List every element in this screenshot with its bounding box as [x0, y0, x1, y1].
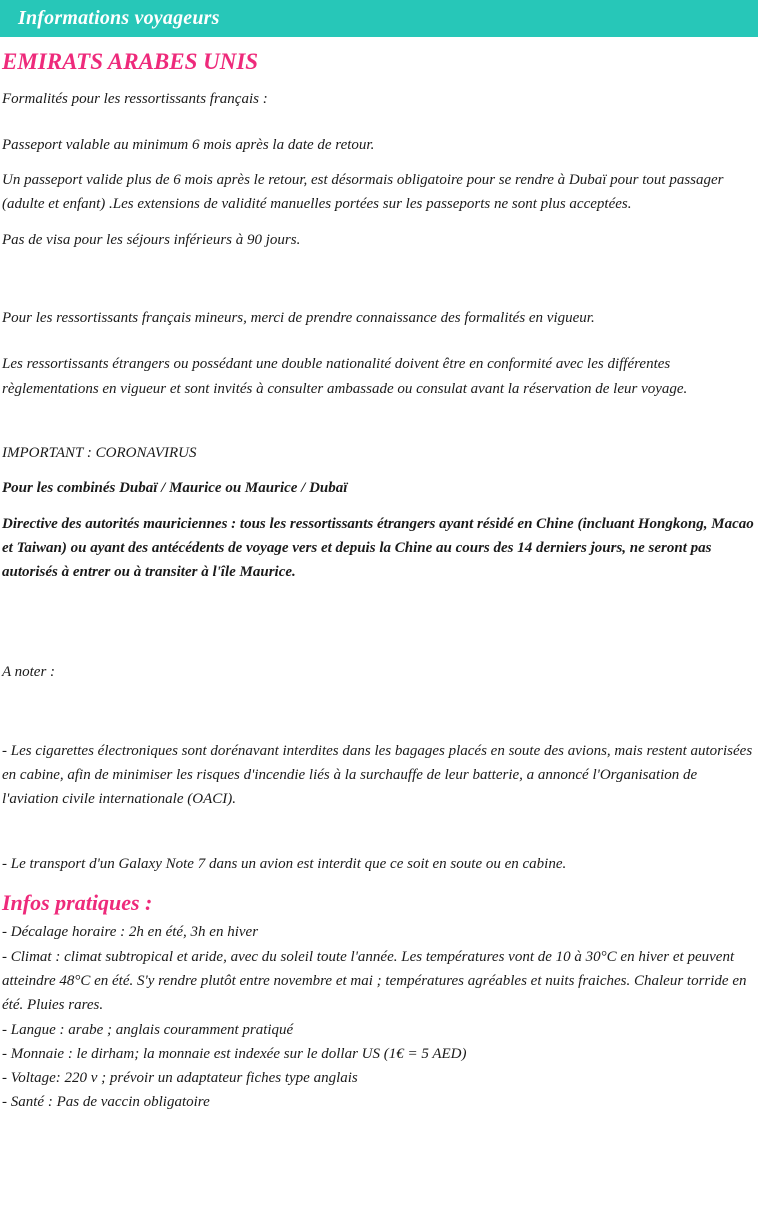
- country-title: EMIRATS ARABES UNIS: [2, 49, 259, 74]
- page-title: Informations voyageurs: [18, 7, 220, 29]
- combined-trips-note: Pour les combinés Dubaï / Maurice ou Maurice / Dubaï: [2, 480, 348, 497]
- visa-requirement: Pas de visa pour les séjours inférieurs à 90 jours.: [2, 231, 301, 248]
- important-heading: IMPORTANT : CORONAVIRUS: [2, 444, 197, 461]
- practical-item-voltage: - Voltage: 220 v ; prévoir un adaptateur fiches type anglais: [2, 1070, 358, 1087]
- practical-info-list: [2, 920, 756, 1114]
- passport-requirement: Passeport valable au minimum 6 mois après la date de retour.: [2, 136, 375, 153]
- practical-item-climate: - Climat : climat subtropical et aride, avec du soleil toute l'année. Les températures vont de 10 à 30°C en hiver et peuvent atteindre 48°C en été. S'y rendre plutôt entre novembre et mai ; températures agréables et nuits fraiches. Chaleur torride en été. Pluies rares.: [2, 948, 747, 1014]
- practical-item-timezone: - Décalage horaire : 2h en été, 3h en hiver: [2, 924, 259, 941]
- notes-heading: A noter :: [2, 664, 56, 681]
- page-header: [0, 0, 758, 37]
- practical-item-language: - Langue : arabe ; anglais couramment pratiqué: [2, 1021, 294, 1038]
- note-galaxy-note-7: - Le transport d'un Galaxy Note 7 dans un avion est interdit que ce soit en soute ou en cabine.: [2, 855, 567, 872]
- note-ecigarettes: - Les cigarettes électroniques sont dorénavant interdites dans les bagages placés en soute des avions, mais restent autorisées en cabine, afin de minimiser les risques d'incendie liés à la surchauffe de leur batterie, a annoncé l'Organisation de l'aviation civile internationale (OACI).: [2, 742, 753, 808]
- practical-item-currency: - Monnaie : le dirham; la monnaie est indexée sur le dollar US (1€ = 5 AED): [2, 1045, 467, 1062]
- minors-note: Pour les ressortissants français mineurs, merci de prendre connaissance des formalités en vigueur.: [2, 310, 595, 327]
- mauritius-directive: Directive des autorités mauriciennes : tous les ressortissants étrangers ayant résidé en Chine (incluant Hongkong, Macao et Taiwan) ou ayant des antécédents de voyage vers et depuis la Chine au cours des 14 derniers jours, ne seront pas autorisés à entrer ou à transiter à l'île Maurice.: [2, 515, 754, 581]
- foreign-nationals-note: Les ressortissants étrangers ou possédant une double nationalité doivent être en conformité avec les différentes règlementations en vigueur et sont invités à consulter ambassade ou consulat avant la réservation de leur voyage.: [2, 356, 688, 397]
- passport-detail: Un passeport valide plus de 6 mois après le retour, est désormais obligatoire pour se rendre à Dubaï pour tout passager (adulte et enfant) .Les extensions de validité manuelles portées sur les passeports ne sont plus acceptées.: [2, 172, 724, 213]
- document-content: [0, 48, 758, 1115]
- formalities-intro: Formalités pour les ressortissants français :: [2, 90, 268, 107]
- practical-item-health: - Santé : Pas de vaccin obligatoire: [2, 1094, 210, 1111]
- practical-info-heading: Infos pratiques :: [2, 889, 153, 915]
